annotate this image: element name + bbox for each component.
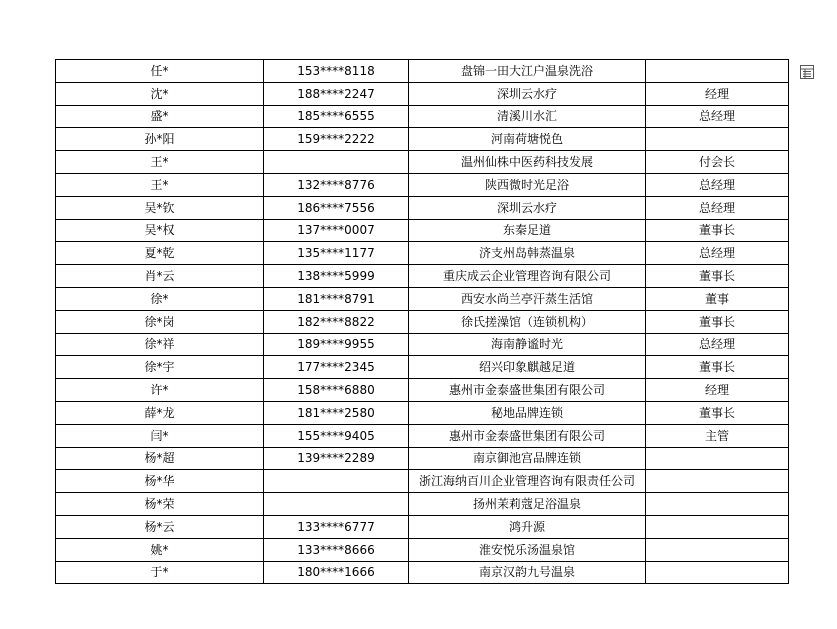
table-row — [56, 310, 789, 333]
table-row — [56, 287, 789, 310]
cell-title — [646, 561, 789, 584]
cell-name: 杨*荣 — [56, 493, 264, 516]
cell-title: 付会长 — [646, 151, 789, 174]
cell-phone: 181****2580 — [264, 401, 409, 424]
cell-phone: 182****8822 — [264, 310, 409, 333]
cell-phone: 158****6880 — [264, 379, 409, 402]
table-grid-icon-graphic — [799, 64, 815, 80]
cell-title: 董事长 — [646, 356, 789, 379]
table-row — [56, 424, 789, 447]
cell-title: 主管 — [646, 424, 789, 447]
cell-company: 惠州市金泰盛世集团有限公司 — [409, 379, 646, 402]
cell-phone: 133****6777 — [264, 515, 409, 538]
cell-company: 陕西微时光足浴 — [409, 173, 646, 196]
cell-name: 杨*华 — [56, 470, 264, 493]
cell-company: 深圳云水疗 — [409, 82, 646, 105]
cell-title: 董事长 — [646, 265, 789, 288]
cell-name: 王* — [56, 151, 264, 174]
cell-title — [646, 538, 789, 561]
cell-phone: 159****2222 — [264, 128, 409, 151]
cell-company: 秘地品牌连锁 — [409, 401, 646, 424]
cell-name: 徐*祥 — [56, 333, 264, 356]
cell-phone: 186****7556 — [264, 196, 409, 219]
table-row — [56, 401, 789, 424]
cell-company: 温州仙株中医药科技发展 — [409, 151, 646, 174]
cell-company: 深圳云水疗 — [409, 196, 646, 219]
cell-company: 淮安悦乐汤温泉馆 — [409, 538, 646, 561]
cell-title: 总经理 — [646, 105, 789, 128]
cell-title: 董事长 — [646, 219, 789, 242]
cell-phone: 137****0007 — [264, 219, 409, 242]
cell-name: 徐*宇 — [56, 356, 264, 379]
cell-title — [646, 60, 789, 83]
table-row — [56, 447, 789, 470]
cell-phone — [264, 470, 409, 493]
table-row — [56, 128, 789, 151]
cell-title: 总经理 — [646, 173, 789, 196]
cell-name: 徐*岗 — [56, 310, 264, 333]
cell-phone: 185****6555 — [264, 105, 409, 128]
table-row — [56, 219, 789, 242]
cell-phone: 181****8791 — [264, 287, 409, 310]
cell-title — [646, 447, 789, 470]
cell-name: 沈* — [56, 82, 264, 105]
cell-phone: 180****1666 — [264, 561, 409, 584]
cell-name: 孙*阳 — [56, 128, 264, 151]
table-row — [56, 379, 789, 402]
cell-company: 清溪川水汇 — [409, 105, 646, 128]
cell-name: 徐* — [56, 287, 264, 310]
cell-name: 姚* — [56, 538, 264, 561]
cell-title — [646, 470, 789, 493]
cell-name: 薛*龙 — [56, 401, 264, 424]
cell-name: 肖*云 — [56, 265, 264, 288]
table-row — [56, 493, 789, 516]
table-row — [56, 470, 789, 493]
cell-phone — [264, 151, 409, 174]
cell-company: 绍兴印象麒越足道 — [409, 356, 646, 379]
cell-name: 盛* — [56, 105, 264, 128]
cell-company: 盘锦一田大江户温泉洗浴 — [409, 60, 646, 83]
table-row — [56, 538, 789, 561]
cell-title: 总经理 — [646, 333, 789, 356]
cell-name: 许* — [56, 379, 264, 402]
cell-company: 东秦足道 — [409, 219, 646, 242]
cell-company: 扬州茉莉蔻足浴温泉 — [409, 493, 646, 516]
cell-title: 董事长 — [646, 401, 789, 424]
table-row — [56, 60, 789, 83]
table-row — [56, 515, 789, 538]
cell-name: 杨*超 — [56, 447, 264, 470]
cell-name: 于* — [56, 561, 264, 584]
cell-name: 王* — [56, 173, 264, 196]
table-row — [56, 105, 789, 128]
table-row — [56, 196, 789, 219]
contact-table — [55, 59, 789, 584]
table-row — [56, 151, 789, 174]
cell-company: 济支州岛韩蒸温泉 — [409, 242, 646, 265]
cell-company: 鸿升源 — [409, 515, 646, 538]
cell-company: 重庆成云企业管理咨询有限公司 — [409, 265, 646, 288]
cell-title: 总经理 — [646, 242, 789, 265]
cell-phone: 189****9955 — [264, 333, 409, 356]
cell-phone: 132****8776 — [264, 173, 409, 196]
cell-title — [646, 128, 789, 151]
cell-phone: 135****1177 — [264, 242, 409, 265]
cell-title — [646, 493, 789, 516]
cell-title: 经理 — [646, 379, 789, 402]
cell-phone: 153****8118 — [264, 60, 409, 83]
cell-name: 吴*权 — [56, 219, 264, 242]
cell-name: 闫* — [56, 424, 264, 447]
cell-company: 河南荷塘悦色 — [409, 128, 646, 151]
contact-table-body — [56, 60, 789, 584]
cell-company: 海南静谧时光 — [409, 333, 646, 356]
cell-title: 经理 — [646, 82, 789, 105]
table-row — [56, 265, 789, 288]
table-row — [56, 82, 789, 105]
cell-name: 夏*乾 — [56, 242, 264, 265]
cell-title — [646, 515, 789, 538]
cell-name: 吴*钦 — [56, 196, 264, 219]
cell-phone: 177****2345 — [264, 356, 409, 379]
cell-company: 浙江海纳百川企业管理咨询有限责任公司 — [409, 470, 646, 493]
cell-company: 南京御池宫品牌连锁 — [409, 447, 646, 470]
table-row — [56, 173, 789, 196]
cell-company: 惠州市金泰盛世集团有限公司 — [409, 424, 646, 447]
cell-name: 杨*云 — [56, 515, 264, 538]
cell-title: 总经理 — [646, 196, 789, 219]
cell-company: 西安水尚兰亭汗蒸生活馆 — [409, 287, 646, 310]
table-row — [56, 356, 789, 379]
table-row — [56, 561, 789, 584]
table-row — [56, 242, 789, 265]
cell-title: 董事长 — [646, 310, 789, 333]
cell-phone: 133****8666 — [264, 538, 409, 561]
table-row — [56, 333, 789, 356]
cell-phone: 139****2289 — [264, 447, 409, 470]
table-grid-icon[interactable] — [797, 62, 817, 82]
cell-phone: 138****5999 — [264, 265, 409, 288]
cell-company: 徐氏搓澡馆（连锁机构） — [409, 310, 646, 333]
cell-company: 南京汉韵九号温泉 — [409, 561, 646, 584]
cell-phone — [264, 493, 409, 516]
cell-phone: 155****9405 — [264, 424, 409, 447]
cell-phone: 188****2247 — [264, 82, 409, 105]
cell-name: 任* — [56, 60, 264, 83]
cell-title: 董事 — [646, 287, 789, 310]
